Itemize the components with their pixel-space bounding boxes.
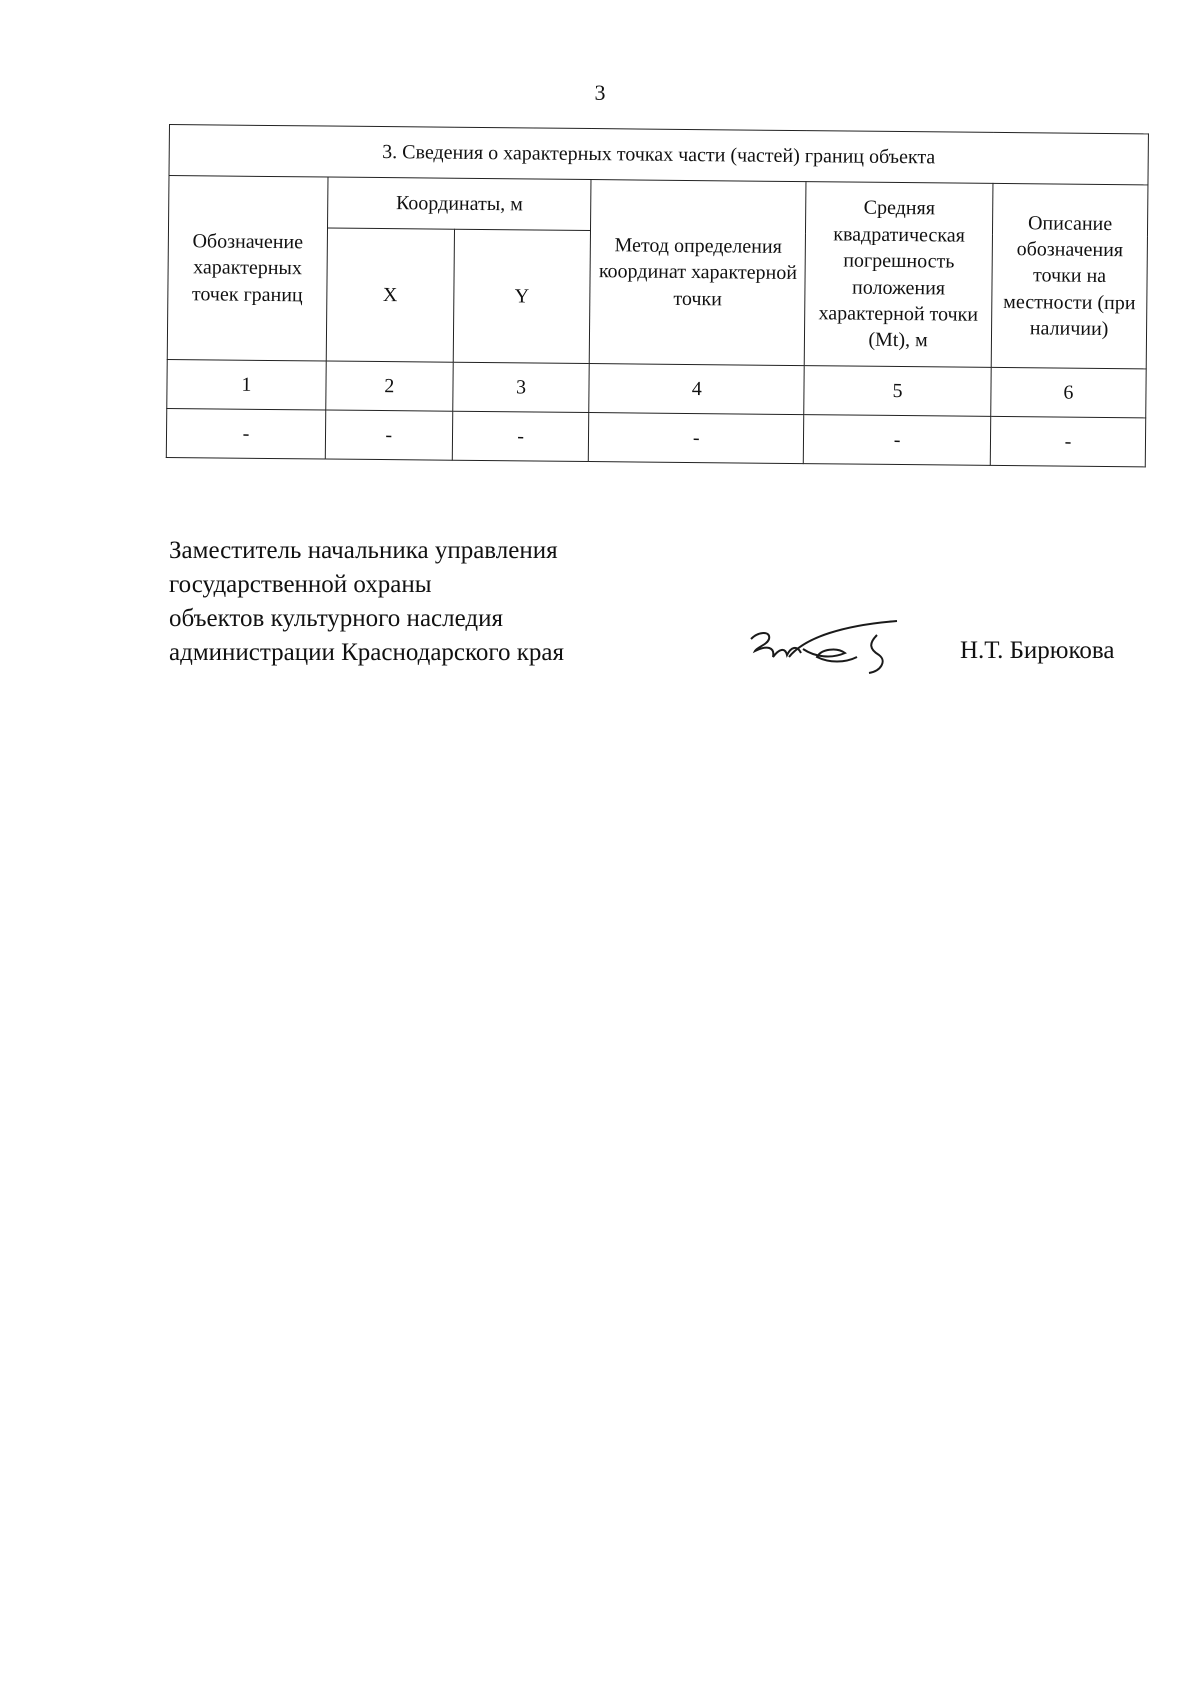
handwritten-signature	[745, 617, 905, 687]
column-number: 4	[589, 364, 804, 415]
signer-name: Н.Т. Бирюкова	[960, 637, 1115, 664]
header-method: Метод определения координат характерной точки	[590, 180, 806, 366]
boundary-points-table	[166, 124, 1149, 467]
header-y: Y	[453, 229, 591, 363]
table-title: 3. Сведения о характерных точках части (частей) границ объекта	[169, 125, 1148, 185]
table-cell: -	[990, 416, 1145, 466]
table-cell: -	[803, 415, 990, 466]
column-number: 1	[167, 359, 326, 410]
signatory-position	[169, 534, 564, 670]
column-number: 6	[991, 367, 1146, 417]
column-number: 3	[452, 362, 589, 412]
table-cell: -	[589, 413, 804, 464]
header-error: Средняя квадратическая погрешность положения характерной точки (Мt), м	[804, 182, 993, 368]
table-cell: -	[452, 411, 589, 461]
page-number: 3	[594, 80, 606, 105]
column-number: 2	[326, 361, 453, 411]
table-cell: -	[166, 408, 325, 459]
position-line: объектов культурного наследия	[169, 605, 503, 632]
position-line: Заместитель начальника управления	[169, 537, 558, 564]
table-row	[166, 408, 1145, 466]
header-designation: Обозначение характерных точек границ	[167, 176, 328, 362]
header-description: Описание обозначения точки на местности (при наличии)	[991, 183, 1148, 368]
table-cell: -	[325, 410, 452, 460]
position-line: государственной охраны	[169, 571, 432, 598]
header-coordinates: Координаты, м	[327, 177, 591, 231]
column-number: 5	[804, 366, 991, 417]
header-x: X	[326, 228, 454, 362]
position-line: администрации Краснодарского края	[169, 639, 565, 666]
